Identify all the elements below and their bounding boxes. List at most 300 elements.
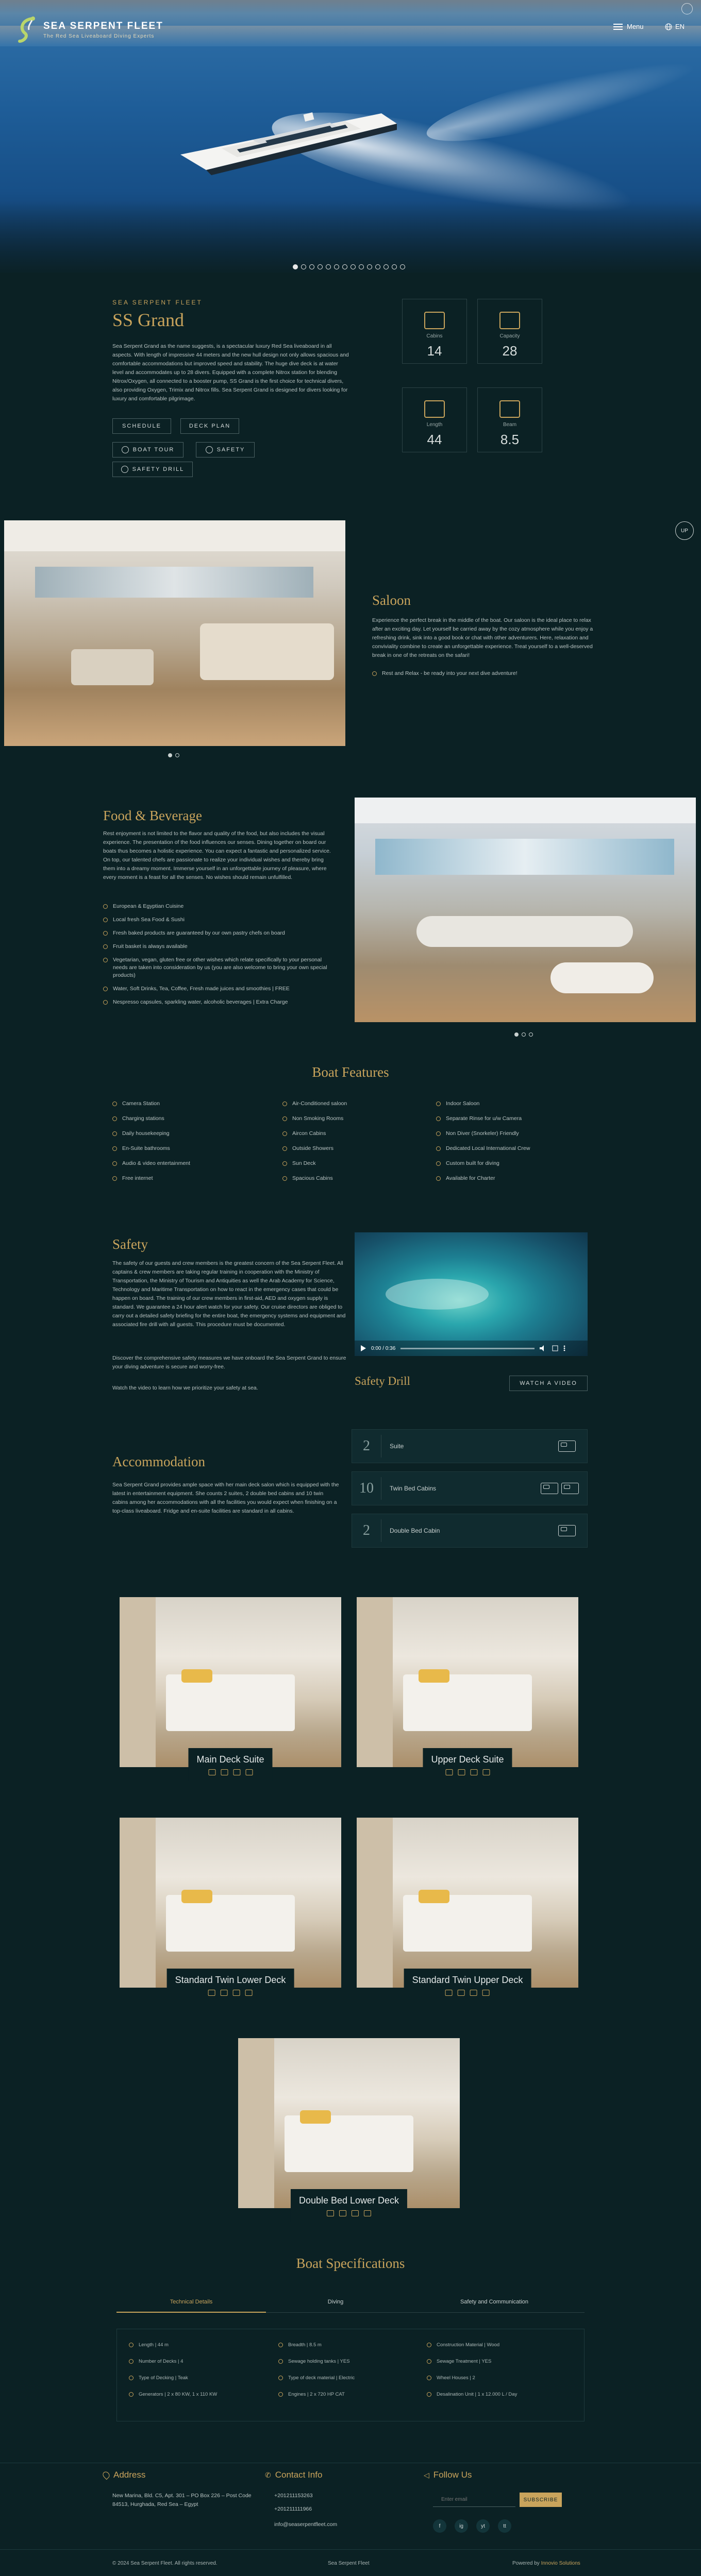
newsletter-email-input[interactable] [433, 2493, 515, 2507]
spec-item [129, 2392, 217, 2397]
bullet-icon [282, 1161, 287, 1166]
cabin-amenities [196, 1769, 264, 1775]
phone-icon: ✆ [265, 2470, 271, 2479]
stat-cabins [402, 299, 467, 364]
spec-item [129, 2342, 169, 2348]
cabin-bed [285, 2115, 413, 2172]
cabin-label [167, 1969, 294, 2001]
cabin-photo [357, 1597, 578, 1767]
ac-icon [470, 1769, 477, 1775]
menu-label: Menu [627, 23, 644, 30]
stat-label: Length [426, 422, 443, 428]
feature-item [436, 1100, 479, 1107]
boat-tour-button[interactable] [112, 442, 183, 457]
spec-item [427, 2359, 491, 2364]
cabin-pillow [419, 1669, 449, 1683]
cabin-amenities [431, 1769, 504, 1775]
cabin-photo [120, 1818, 341, 1988]
fridge-icon [482, 1990, 490, 1996]
safety-button[interactable] [196, 442, 255, 457]
feature-item [282, 1175, 333, 1181]
food-bullet [103, 985, 335, 993]
hero-slide-dot[interactable] [309, 264, 314, 269]
bottom-bar-divider [0, 2549, 701, 2550]
food-bullet [103, 998, 335, 1006]
row-label: Double Bed Cabin [390, 1527, 440, 1534]
spec-text: Desalination Unit | 1 x 12.000 L / Day [437, 2392, 518, 2397]
food-bullet-text: Fresh baked products are guaranteed by our own pastry chefs on board [113, 930, 285, 936]
cabin-bed [166, 1895, 295, 1952]
more-options-icon[interactable] [563, 1345, 565, 1351]
safety-drill-title: Safety Drill [355, 1375, 410, 1387]
cabin-amenities [175, 1990, 286, 1996]
bullet-icon [103, 918, 108, 922]
feature-item [282, 1130, 326, 1137]
cabin-card[interactable] [357, 1818, 578, 1988]
spec-text: Sewage holding tanks | YES [288, 2359, 350, 2364]
bullet-icon [372, 671, 377, 676]
tv-icon [221, 1990, 228, 1996]
saloon-bullet-text: Rest and Relax - be ready into your next dive adventure! [382, 670, 518, 676]
bullet-icon [278, 2359, 283, 2364]
stat-beam [477, 387, 542, 452]
feature-item [436, 1175, 495, 1181]
slide-dot[interactable] [514, 1032, 519, 1037]
cabin-name: Main Deck Suite [196, 1754, 264, 1765]
hero-slide-dot[interactable] [367, 264, 372, 269]
spec-text: Type of Decking | Teak [139, 2375, 188, 2381]
volume-icon[interactable] [540, 1345, 547, 1351]
bullet-icon [112, 1116, 117, 1121]
bullet-icon [103, 987, 108, 991]
stat-label: Capacity [499, 333, 520, 339]
language-label: EN [675, 23, 685, 30]
feature-item [112, 1160, 190, 1166]
intro-eyebrow: SEA SERPENT FLEET [112, 299, 203, 306]
ac-icon [233, 1769, 240, 1775]
intro-description: Sea Serpent Grand as the name suggests, is a spectacular luxury Red Sea liveaboard in all aspects. With length of impressive 44 meters and the new hull design not only allows spacious and comfortable accommodations but improved speed and stability. The huge dive deck is at water level and accommodates up to 28 divers. Equipped with a complete Nitrox station for blending Nitrox/Oxygen, all connected to a booster pump, SS Grand is the first choice for technical divers, also providing Oxygen, Trimix and Nitrox fills. Sea Serpent Grand is designed for divers looking for luxury and comfortable pilgrimage. [112, 343, 349, 402]
serpent-logo-icon [18, 15, 38, 44]
cabin-photo [120, 1597, 341, 1767]
bullet-icon [103, 958, 108, 962]
cabin-pillow [419, 1890, 449, 1903]
food-bullet-list [103, 903, 335, 1012]
feature-item [112, 1130, 170, 1137]
accommodation-row-twin [352, 1471, 588, 1505]
bullet-icon [282, 1176, 287, 1181]
schedule-label: SCHEDULE [122, 423, 161, 429]
feature-item [436, 1160, 499, 1166]
feature-text: Free internet [122, 1175, 153, 1181]
page-title: SS Grand [112, 310, 185, 330]
specs-title: Boat Specifications [296, 2256, 405, 2271]
feature-text: Indoor Saloon [446, 1100, 480, 1107]
cabin-pillow [181, 1669, 212, 1683]
scroll-up-button[interactable] [675, 521, 694, 540]
bullet-icon [427, 2376, 431, 2380]
hero-slide-dot[interactable] [342, 264, 347, 269]
spec-text: Engines | 2 x 720 HP CAT [288, 2392, 345, 2397]
fridge-icon [245, 1990, 253, 1996]
ruler-icon [424, 400, 445, 418]
phone-2[interactable]: +201211111966 [274, 2506, 312, 2512]
food-bullet [103, 929, 335, 937]
follow-title: Follow Us [433, 2470, 472, 2480]
corner-circle-button[interactable] [681, 3, 693, 14]
spec-item [278, 2359, 350, 2364]
bullet-icon [112, 1131, 117, 1136]
bullet-icon [129, 2392, 133, 2397]
hero-slide-dot[interactable] [350, 264, 356, 269]
address-title: Address [113, 2470, 146, 2480]
wifi-icon [327, 2210, 334, 2216]
wifi-icon [208, 1990, 215, 1996]
spec-item [427, 2392, 517, 2397]
bullet-icon [282, 1131, 287, 1136]
bullet-icon [103, 904, 108, 909]
bullet-icon [103, 931, 108, 936]
feature-item [112, 1100, 160, 1107]
bullet-icon [282, 1116, 287, 1121]
bullet-icon [103, 944, 108, 949]
saloon-title: Saloon [372, 592, 411, 608]
active-tab-indicator [116, 2312, 266, 2313]
globe-icon [665, 23, 672, 30]
spec-item [278, 2342, 322, 2348]
bullet-icon [427, 2392, 431, 2397]
row-label: Suite [390, 1443, 404, 1450]
stat-label: Cabins [426, 333, 443, 339]
spec-text: Breadth | 8.5 m [288, 2342, 322, 2348]
feature-item [282, 1100, 347, 1107]
feature-text: Custom built for diving [446, 1160, 499, 1166]
spec-text: Length | 44 m [139, 2342, 169, 2348]
food-bullet-text: Local fresh Sea Food & Sushi [113, 917, 185, 923]
hero-slide-dot[interactable] [400, 264, 405, 269]
bullet-icon [436, 1146, 441, 1151]
bullet-icon [129, 2343, 133, 2347]
food-bullet [103, 916, 335, 924]
wifi-icon [445, 1769, 453, 1775]
cabin-label [423, 1748, 512, 1781]
feature-text: Aircon Cabins [292, 1130, 326, 1137]
feature-text: Daily housekeeping [122, 1130, 170, 1137]
cabin-name: Standard Twin Lower Deck [175, 1975, 286, 1985]
follow-heading [424, 2470, 472, 2480]
stat-capacity [477, 299, 542, 364]
cabin-amenities [299, 2210, 399, 2216]
safety-description-2: Discover the comprehensive safety measures we have onboard the Sea Serpent Grand to ensure your diving adventure is secure and worry-free. [112, 1355, 346, 1370]
instagram-icon[interactable]: ig [455, 2519, 468, 2533]
powered-by [512, 2561, 580, 2566]
accommodation-row-double [352, 1514, 588, 1548]
bullet-icon [112, 1161, 117, 1166]
yacht-image [175, 93, 402, 180]
cabin-label [188, 1748, 272, 1781]
bullet-icon [103, 1000, 108, 1005]
subscribe-button[interactable] [520, 2493, 562, 2507]
watch-video-label: WATCH A VIDEO [520, 1380, 577, 1386]
bullet-icon [278, 2392, 283, 2397]
saloon-description: Experience the perfect break in the middle of the boat. Our saloon is the ideal place to relax after an exciting day. Let yourself be carried away by the cozy atmosphere while you enjoy a refreshing drink, sink into a good book or chat with other adventurers. Here, relaxation and conviviality combine to create an unforgettable experience. Treat yourself to a well-deserved break in one of the retreats on the safari! [372, 617, 593, 658]
ac-icon [352, 2210, 359, 2216]
powered-prefix: Powered by [512, 2561, 540, 2566]
bullet-icon [282, 1101, 287, 1106]
safety-drill-button[interactable] [112, 462, 193, 477]
youtube-icon[interactable]: yt [476, 2519, 490, 2533]
watch-video-button[interactable] [509, 1376, 588, 1391]
cabin-label [291, 2189, 407, 2222]
hero-shade [0, 201, 701, 273]
language-switcher[interactable] [665, 23, 685, 30]
food-bullet [103, 956, 335, 979]
spec-text: Construction Material | Wood [437, 2342, 500, 2348]
phone-1[interactable]: +201211153263 [274, 2493, 313, 2499]
bullet-icon [436, 1176, 441, 1181]
dining-ceiling [355, 798, 696, 823]
feature-item [282, 1160, 316, 1166]
feature-item [436, 1145, 530, 1151]
feature-text: Spacious Cabins [292, 1175, 333, 1181]
food-bullet-text: Water, Soft Drinks, Tea, Coffee, Fresh made juices and smoothies | FREE [113, 986, 290, 992]
feature-item [436, 1130, 519, 1137]
feature-text: Available for Charter [446, 1175, 495, 1181]
menu-button[interactable] [613, 23, 644, 30]
feature-text: Air-Conditioned saloon [292, 1100, 347, 1107]
feature-text: Outside Showers [292, 1145, 333, 1151]
safety-drill-label: SAFETY DRILL [132, 466, 185, 472]
hero-slide-dot[interactable] [334, 264, 339, 269]
yacht-wake-trail [421, 44, 701, 157]
food-photo[interactable] [355, 798, 696, 1022]
spec-item [129, 2375, 188, 2381]
cabin-bed [403, 1895, 532, 1952]
cabin-icon [424, 312, 445, 329]
saloon-ceiling [4, 520, 345, 551]
cabin-pillow [300, 2110, 331, 2124]
slide-dot[interactable] [168, 753, 172, 757]
bullet-icon [436, 1161, 441, 1166]
cabin-card[interactable] [238, 2038, 460, 2208]
feature-item [112, 1175, 153, 1181]
hero-slide-dot[interactable] [318, 264, 323, 269]
tab-safety-communication[interactable]: Safety and Communication [460, 2299, 529, 2305]
ac-icon [470, 1990, 477, 1996]
cabin-name: Double Bed Lower Deck [298, 2195, 399, 2206]
tv-icon [458, 1990, 465, 1996]
spec-item [427, 2342, 499, 2348]
features-title: Boat Features [312, 1064, 389, 1080]
stat-length [402, 387, 467, 452]
spec-text: Number of Decks | 4 [139, 2359, 183, 2364]
feature-item [436, 1115, 522, 1122]
spec-item [427, 2375, 475, 2381]
stat-value: 8.5 [500, 432, 520, 447]
food-title: Food & Beverage [103, 808, 202, 823]
deck-plan-button[interactable] [180, 418, 239, 434]
bullet-icon [436, 1131, 441, 1136]
hero-slide-dot[interactable] [293, 264, 298, 269]
cabin-photo [238, 2038, 460, 2208]
powered-by-link[interactable]: Innovio Solutions [541, 2561, 580, 2566]
bullet-icon [427, 2359, 431, 2364]
dining-table-2 [550, 962, 654, 993]
feature-text: Separate Rinse for u/w Camera [446, 1115, 522, 1122]
hero-slide-dot[interactable] [392, 264, 397, 269]
hero-slide-dot[interactable] [383, 264, 389, 269]
stat-label: Beam [503, 422, 517, 428]
safety-description-3: Watch the video to learn how we prioritize your safety at sea. [112, 1385, 258, 1391]
row-count: 2 [363, 1522, 370, 1538]
accommodation-title: Accommodation [112, 1454, 205, 1469]
cabin-name: Standard Twin Upper Deck [412, 1975, 523, 1985]
wifi-icon [445, 1990, 453, 1996]
video-time: 0:00 / 0:36 [371, 1345, 396, 1351]
address-heading [103, 2470, 145, 2480]
cabin-amenities [412, 1990, 523, 1996]
copyright: © 2024 Sea Serpent Fleet. All rights reserved. [112, 2561, 218, 2566]
hero-slider [0, 0, 701, 273]
saloon-table [71, 649, 154, 685]
bullet-icon [282, 1146, 287, 1151]
scroll-up-label: UP [681, 528, 688, 534]
social-links [433, 2519, 511, 2533]
spec-text: Type of deck material | Electric [288, 2375, 355, 2381]
cabin-wall [120, 1597, 156, 1767]
cabin-card[interactable] [357, 1597, 578, 1767]
stat-value: 44 [427, 432, 442, 447]
tv-icon [221, 1769, 228, 1775]
saloon-windows [35, 567, 313, 598]
row-count: 10 [359, 1480, 374, 1496]
slide-dot[interactable] [529, 1032, 533, 1037]
bullet-icon [278, 2343, 283, 2347]
subscribe-label: SUBSCRIBE [523, 2497, 558, 2503]
safety-video[interactable] [355, 1232, 588, 1356]
bullet-icon [112, 1146, 117, 1151]
cabin-card[interactable] [120, 1597, 341, 1767]
hamburger-icon [613, 24, 623, 30]
feature-text: Audio & video entertainment [122, 1160, 190, 1166]
deck-plan-label: DECK PLAN [189, 423, 231, 429]
email-link[interactable]: info@seaserpentfleet.com [274, 2521, 338, 2528]
food-description: Rest enjoyment is not limited to the flavor and quality of the food, but also includes the visual experience. The presentation of the food influences our senses. Dining together on board our boats thus becomes a holistic experience. You can expect a fantastic and personalized service. On top, our talented chefs are passionate to realize your individual wishes and thereby bring them into a dreamy moment. Immerse yourself in an unforgettable journey of pleasure, where every moment is a feast for all the senses. No wishes should remain unfulfilled. [103, 831, 331, 880]
safety-label: SAFETY [216, 447, 245, 453]
food-bullet-text: Fruit basket is always available [113, 943, 188, 950]
bullet-icon [436, 1101, 441, 1106]
bed-icon [561, 1483, 579, 1494]
reef-shallows [386, 1279, 489, 1310]
location-pin-icon [102, 2470, 111, 2480]
bed-icon [558, 1525, 576, 1536]
hero-slide-dot[interactable] [301, 264, 306, 269]
cabin-wall [238, 2038, 274, 2208]
bed-icon [541, 1483, 558, 1494]
spec-text: Wheel Houses | 2 [437, 2375, 475, 2381]
stat-value: 28 [502, 343, 518, 359]
hero-slide-dot[interactable] [375, 264, 380, 269]
tab-technical-details[interactable]: Technical Details [170, 2299, 213, 2305]
people-icon [499, 312, 520, 329]
play-icon [121, 466, 128, 473]
play-icon[interactable] [361, 1345, 366, 1351]
food-bullet [103, 903, 335, 910]
feature-item [282, 1145, 333, 1151]
cabin-photo [357, 1818, 578, 1988]
spec-text: Generators | 2 x 80 KW, 1 x 110 KW [139, 2392, 218, 2397]
facebook-icon[interactable]: f [433, 2519, 446, 2533]
cabin-card[interactable] [120, 1818, 341, 1988]
feature-text: Camera Station [122, 1100, 160, 1107]
feature-text: En-Suite bathrooms [122, 1145, 170, 1151]
feature-item [282, 1115, 343, 1122]
row-count: 2 [363, 1438, 370, 1454]
tv-icon [339, 2210, 346, 2216]
ac-icon [233, 1990, 240, 1996]
safety-description: The safety of our guests and crew members is the greatest concern of the Sea Serpent Fleet. All captains & crew members are taking regular training in cooperation with the Ministry of Transportation, the Ministry of Tourism and Antiquities as well the Arab Academy for Science, Technology and Maritime Transportation on how to react in the emergency cases that could be happen on board. The training of our crew members in first-aid, AED and oxygen supply is standard. We guarantee a 24 hour alert watch for your safety. Our cruise directors are obliged to carry out a detailed safety briefing for the entire boat, the emergency systems and equipment and associated fire drill with all guests. This procedure must be documented. [112, 1260, 346, 1328]
fullscreen-icon[interactable] [552, 1345, 558, 1351]
video-controls [355, 1341, 588, 1356]
bed-icon [558, 1440, 576, 1452]
bullet-icon [427, 2343, 431, 2347]
dining-table [416, 916, 633, 947]
food-bullet-text: Vegetarian, vegan, gluten free or other wishes which relate specifically to your personal needs are taken into consideration by us (you are also welcome to bring your own special products) [113, 957, 327, 978]
spec-item [129, 2359, 183, 2364]
feature-text: Dedicated Local International Crew [446, 1145, 530, 1151]
contact-title: Contact Info [275, 2470, 323, 2480]
bullet-icon [129, 2376, 133, 2380]
cabin-pillow [181, 1890, 212, 1903]
saloon-pagination [168, 753, 179, 757]
footer-center-text: Sea Serpent Fleet [328, 2561, 370, 2566]
food-bullet-text: Nespresso capsules, sparkling water, alcoholic beverages | Extra Charge [113, 999, 288, 1005]
fridge-icon [245, 1769, 253, 1775]
share-icon: ◁ [424, 2470, 429, 2479]
spec-text: Sewage Treatment | YES [437, 2359, 492, 2364]
bullet-icon [129, 2359, 133, 2364]
saloon-photo[interactable] [4, 520, 345, 746]
schedule-button[interactable] [112, 418, 171, 434]
tab-diving[interactable]: Diving [327, 2299, 344, 2305]
play-icon [206, 446, 213, 453]
feature-item [112, 1115, 164, 1122]
cabin-bed [403, 1674, 532, 1731]
feature-text: Charging stations [122, 1115, 164, 1122]
play-icon [122, 446, 129, 453]
fridge-icon [482, 1769, 490, 1775]
feature-text: Non Diver (Snorkeler) Friendly [446, 1130, 519, 1137]
slide-dot[interactable] [522, 1032, 526, 1037]
brand[interactable] [18, 15, 163, 44]
food-pagination [514, 1032, 533, 1037]
contact-heading [265, 2470, 322, 2480]
video-progress[interactable] [400, 1348, 535, 1349]
address-text: New Marina, Bld. C5, Apt. 301 – PO Box 226 – Post Code 84513, Hurghada, Red Sea – Egypt [112, 2493, 252, 2507]
spec-item [278, 2375, 355, 2381]
hero-slide-dot[interactable] [359, 264, 364, 269]
cabin-wall [357, 1818, 393, 1988]
feature-item [112, 1145, 170, 1151]
hero-slide-dot[interactable] [326, 264, 331, 269]
boat-tour-label: BOAT TOUR [132, 447, 175, 453]
wifi-icon [208, 1769, 215, 1775]
fridge-icon [364, 2210, 371, 2216]
slide-dot[interactable] [175, 753, 179, 757]
brand-tagline: The Red Sea Liveaboard Diving Experts [43, 33, 155, 39]
saloon-bullet [372, 670, 599, 677]
tiktok-icon[interactable]: tt [498, 2519, 511, 2533]
cabin-bed [166, 1674, 295, 1731]
